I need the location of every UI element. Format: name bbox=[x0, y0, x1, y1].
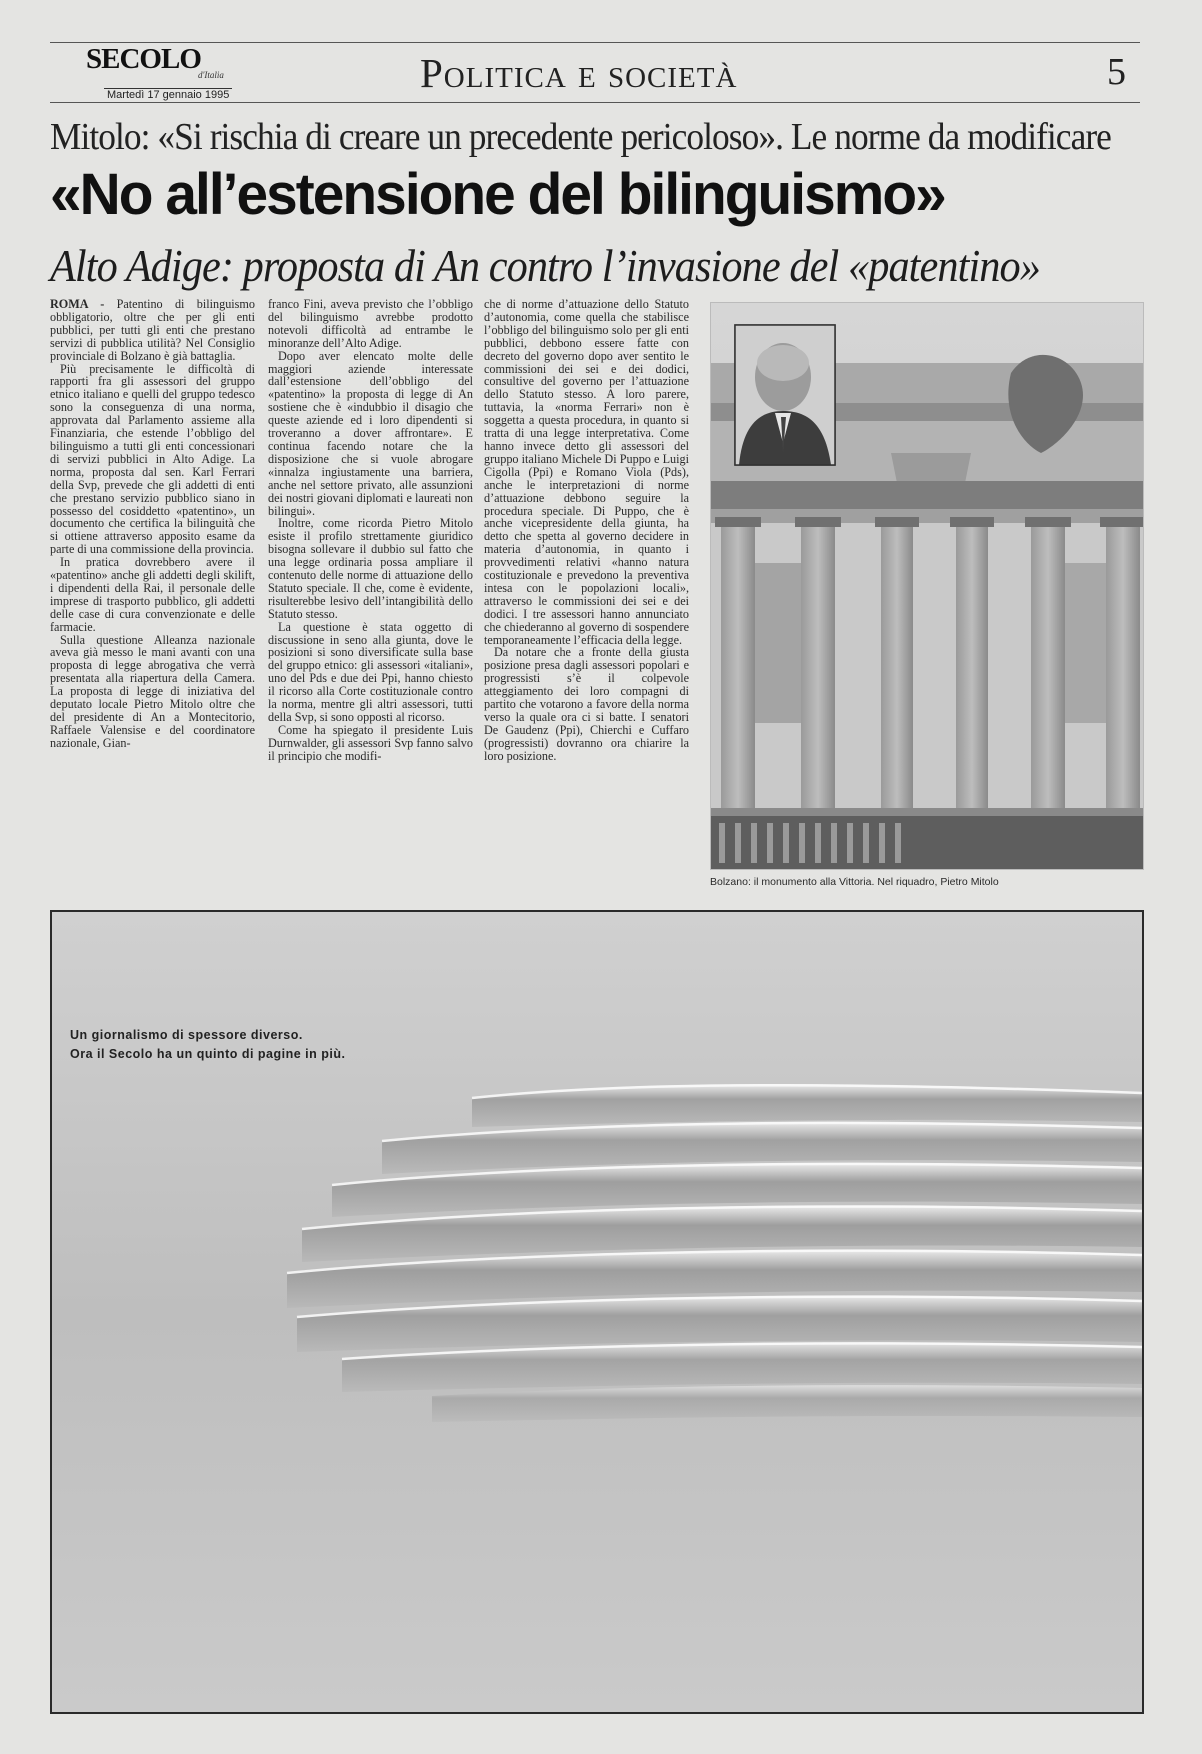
newspaper-logo bbox=[86, 43, 251, 101]
logo-name: SECOLO bbox=[86, 43, 201, 75]
article-paragraph: In pratica dovrebbero avere il «patentino» anche gli addetti degli skilift, i dipendenti della Rai, il personale delle imprese di trasporto pubblico, gli addetti delle case di cura convenzionate e delle farmacie. bbox=[50, 555, 255, 634]
monument-photo bbox=[710, 302, 1144, 870]
article-headline: «No all’estensione del bilinguismo» bbox=[50, 162, 945, 227]
logo-subtitle: d'Italia bbox=[198, 70, 224, 80]
masthead-rule-bottom bbox=[50, 102, 1140, 103]
article-paragraph: La questione è stata oggetto di discussione in seno alla giunta, dove le posizioni si sono diversificate sulla base del gruppo etnico: gli assessori «italiani», uno del Pds e due dei Ppi, hanno chiesto il ricorso alla Corte costituzionale contro la norma, mentre gli altri assessori, tutti della Svp, si sono opposti al ricorso. bbox=[268, 619, 473, 724]
paragraph-text: Patentino di bilinguismo obbligatorio, oltre che per gli enti pubblici, per tutti gli enti che prestano servizi di pubblica utilità? Nel Consiglio provinciale di Bolzano è già battaglia. bbox=[50, 298, 255, 363]
slogan-line-2: Ora il Secolo ha un quinto di pagine in più. bbox=[70, 1047, 346, 1061]
article-column-3 bbox=[484, 298, 689, 888]
photo-caption: Bolzano: il monumento alla Vittoria. Nel riquadro, Pietro Mitolo bbox=[710, 876, 999, 888]
article-paragraph bbox=[50, 298, 255, 363]
article-paragraph: Inoltre, come ricorda Pietro Mitolo esiste il profilo strettamente giuridico bisogna sollevare il dubbio sul fatto che una legge ordinaria possa ampliare il contenuto delle norme di attuazione dello Statuto speciale. Il che, come è evidente, risulterebbe lesivo dell’intangibilità dello Statuto stesso. bbox=[268, 516, 473, 621]
article-kicker: Mitolo: «Si rischia di creare un precedente pericoloso». Le norme da modificare bbox=[50, 116, 1111, 158]
article-paragraph: Dopo aver elencato molte delle maggiori aziende interessate dall’estensione dell’obbligo del «patentino» la proposta di legge di An sostiene che è «indubbio il disagio che queste aziende ed i loro dipendenti si troveranno a dover affrontare». E continua facendo notare che la disposizione che si vuole abrogare «innalza ingiustamente una barriera, anche nel settore privato, alle assunzioni dei nostri giovani diplomati e laureati non bilingui». bbox=[268, 348, 473, 518]
masthead-rule-top bbox=[50, 42, 1140, 43]
article-column-1 bbox=[50, 298, 255, 888]
issue-date: Martedì 17 gennaio 1995 bbox=[104, 88, 232, 103]
article-paragraph: Più precisamente le difficoltà di rapporti fra gli assessori del gruppo etnico italiano e quelli del gruppo tedesco sono la conseguenza di una norma, approvata dal Parlamento assieme alla Finanziaria, che estende l’obbligo del bilinguismo a tutti gli enti concessionari di servizi pubblici in Alto Adige. La norma, proposta dal sen. Karl Ferrari della Svp, prevede che gli addetti di enti che prestano servizio pubblico siano in possesso del cosiddetto «patentino», un documento che certifica la bilinguità che si ottiene attraverso apposito esame da parte di una commissione della provincia. bbox=[50, 361, 255, 557]
page-number: 5 bbox=[1107, 51, 1126, 93]
monument-illustration bbox=[711, 303, 1143, 869]
article-column-2 bbox=[268, 298, 473, 888]
article-paragraph: Da notare che a fronte della giusta posizione presa dagli assessori popolari e progressisti s’è il colpevole atteggiamento dei loro compagni di partito che votarono a favore della norma verso la quale ora ci si batte. I senatori De Gaudenz (Ppi), Chierchi e Cuffaro (progressisti) dovranno ora chiarire la loro posizione. bbox=[484, 645, 689, 763]
slogan-line-1: Un giornalismo di spessore diverso. bbox=[70, 1028, 303, 1042]
advertisement-slogan bbox=[70, 1026, 345, 1064]
article-paragraph: Sulla questione Alleanza nazionale aveva già messo le mani avanti con una proposta di legge abrogativa che verrà presentata alla riapertura della Camera. La proposta di legge di iniziativa del deputato locale Pietro Mitolo oltre che del presidente di An a Montecitorio, Raffaele Valensise e del coordinatore nazionale, Gian- bbox=[50, 632, 255, 750]
article-paragraph: che di norme d’attuazione dello Statuto d’autonomia, come quella che stabilisce l’obbligo del bilinguismo solo per gli enti pubblici, debbono essere fatte con decreto del governo dopo aver sentito le commissioni dei sei e dei dodici, consultive del governo per l’attuazione dello Statuto stesso. A loro parere, tuttavia, la «norma Ferrari» non è soggetta a questa procedura, in quanto si tratta di una legge interpretativa. Come hanno invece detto gli assessori del gruppo italiano Michele Di Puppo e Luigi Cigolla (Ppi) e Romano Viola (Pds), anche le interpretazioni di norme d’attuazione debbono seguire la procedura speciale. Di Puppo, che è anche vicepresidente della giunta, ha detto che spetta al governo decidere in materia d’autonomia, in quanto i provvedimenti relativi «hanno natura costituzionale e prevedono la preventiva intesa con le popolazioni locali», attraverso le commissioni dei sei e dei dodici. I tre assessori hanno annunciato che chiederanno al governo di sospendere temporaneamente l’efficacia della legge. bbox=[484, 298, 689, 647]
article-paragraph: franco Fini, aveva previsto che l’obbligo del bilinguismo avrebbe prodotto notevoli difficoltà ad entrambe le minoranze dell’Alto Adige. bbox=[268, 298, 473, 350]
article-subhead: Alto Adige: proposta di An contro l’invasione del «patentino» bbox=[50, 240, 1041, 291]
section-title: Politica e società bbox=[420, 50, 738, 96]
masthead bbox=[50, 36, 1140, 106]
article-paragraph: Come ha spiegato il presidente Luis Durnwalder, gli assessori Svp fanno salvo il principio che modifi- bbox=[268, 722, 473, 763]
article-dateline: ROMA - bbox=[50, 298, 105, 311]
